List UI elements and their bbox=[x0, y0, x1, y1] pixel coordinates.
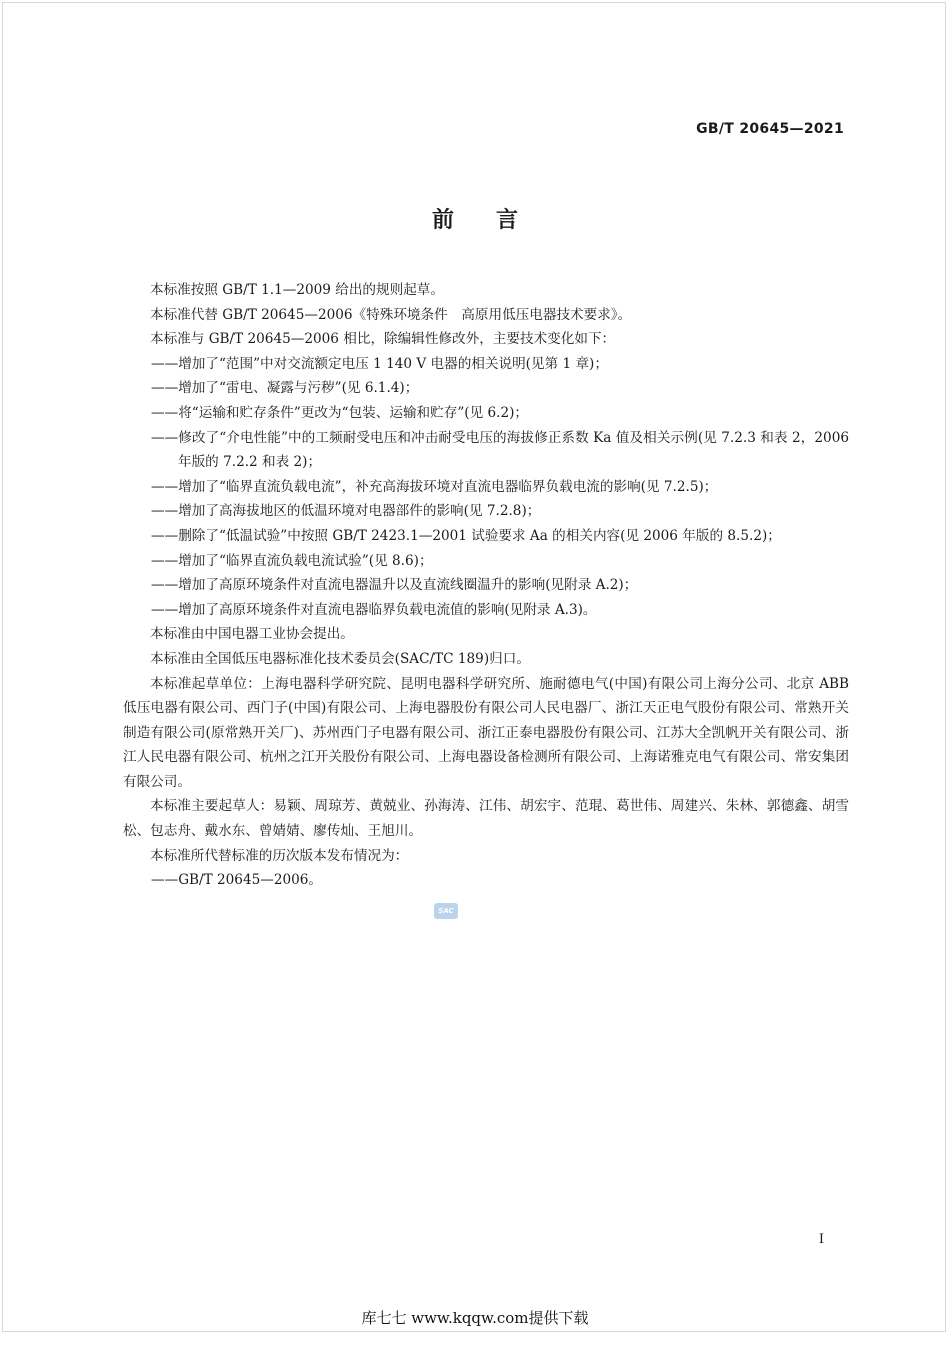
paragraph-under-jurisdiction: 本标准由全国低压电器标准化技术委员会(SAC/TC 189)归口。 bbox=[150, 650, 530, 667]
change-item: ——增加了高原环境条件对直流电器温升以及直流线圈温升的影响(见附录 A.2)； bbox=[151, 577, 638, 594]
change-item: ——增加了“临界直流负载电流”，补充高海拔环境对直流电器临界负载电流的影响(见 7.2.5)； bbox=[151, 478, 718, 495]
previous-edition-item: ——GB/T 20645—2006。 bbox=[151, 872, 323, 889]
change-item: ——修改了“介电性能”中的工频耐受电压和冲击耐受电压的海拔修正系数 Ka 值及相关示例(见 7.2.3 和表 2，2006 年版的 7.2.2 和表 2)； bbox=[151, 429, 849, 471]
standard-code: GB/T 20645—2021 bbox=[696, 121, 844, 137]
change-item: ——将“运输和贮存条件”更改为“包装、运输和贮存”(见 6.2)； bbox=[151, 404, 528, 421]
change-item: ——增加了“临界直流负载电流试验”(见 8.6)； bbox=[151, 552, 433, 569]
document-body bbox=[123, 278, 849, 893]
paragraph-replaces: 本标准代替 GB/T 20645—2006《特殊环境条件 高原用低压电器技术要求》。 bbox=[150, 306, 632, 323]
change-item: ——增加了高海拔地区的低温环境对电器部件的影响(见 7.2.8)； bbox=[151, 503, 541, 520]
footer-download-note: 库七七 www.kqqw.com提供下载 bbox=[361, 1309, 589, 1327]
paragraph-drafting-rules: 本标准按照 GB/T 1.1—2009 给出的规则起草。 bbox=[150, 282, 444, 298]
sac-watermark-logo: SAC bbox=[434, 903, 458, 919]
paragraph-drafters: 本标准主要起草人：易颖、周琼芳、黄兢业、孙海涛、江伟、胡宏宇、范琨、葛世伟、周建兴、朱林、郭德鑫、胡雪松、包志舟、戴水东、曾婧婧、廖传灿、王旭川。 bbox=[123, 798, 849, 840]
page-number: I bbox=[818, 1232, 824, 1247]
change-item: ——增加了“雷电、凝露与污秽”(见 6.1.4)； bbox=[151, 380, 419, 397]
change-item: ——删除了“低温试验”中按照 GB/T 2423.1—2001 试验要求 Aa 的相关内容(见 2006 年版的 8.5.2)； bbox=[151, 527, 781, 544]
paragraph-drafting-units: 本标准起草单位：上海电器科学研究院、昆明电器科学研究所、施耐德电气(中国)有限公司上海分公司、北京 ABB 低压电器有限公司、西门子(中国)有限公司、上海电器股份有限公司人民电器厂、浙江天正电气股份有限公司、常熟开关制造有限公司(原常熟开关厂)、苏州西门子电器有限公司、浙江正泰电器股份有限公司、江苏大全凯帆开关有限公司、浙江人民电器有限公司、杭州之江开关股份有限公司、上海电器设备检测所有限公司、上海诺雅克电气有限公司、常安集团有限公司。 bbox=[123, 675, 849, 790]
change-item: ——增加了“范围”中对交流额定电压 1 140 V 电器的相关说明(见第 1 章)； bbox=[151, 355, 608, 372]
page-title: 前言 bbox=[431, 208, 560, 233]
paragraph-changes-intro: 本标准与 GB/T 20645—2006 相比，除编辑性修改外，主要技术变化如下： bbox=[150, 331, 616, 348]
paragraph-previous-editions: 本标准所代替标准的历次版本发布情况为： bbox=[150, 847, 409, 864]
change-item: ——增加了高原环境条件对直流电器临界负载电流值的影响(见附录 A.3)。 bbox=[151, 601, 597, 618]
paragraph-proposed-by: 本标准由中国电器工业协会提出。 bbox=[150, 626, 354, 643]
